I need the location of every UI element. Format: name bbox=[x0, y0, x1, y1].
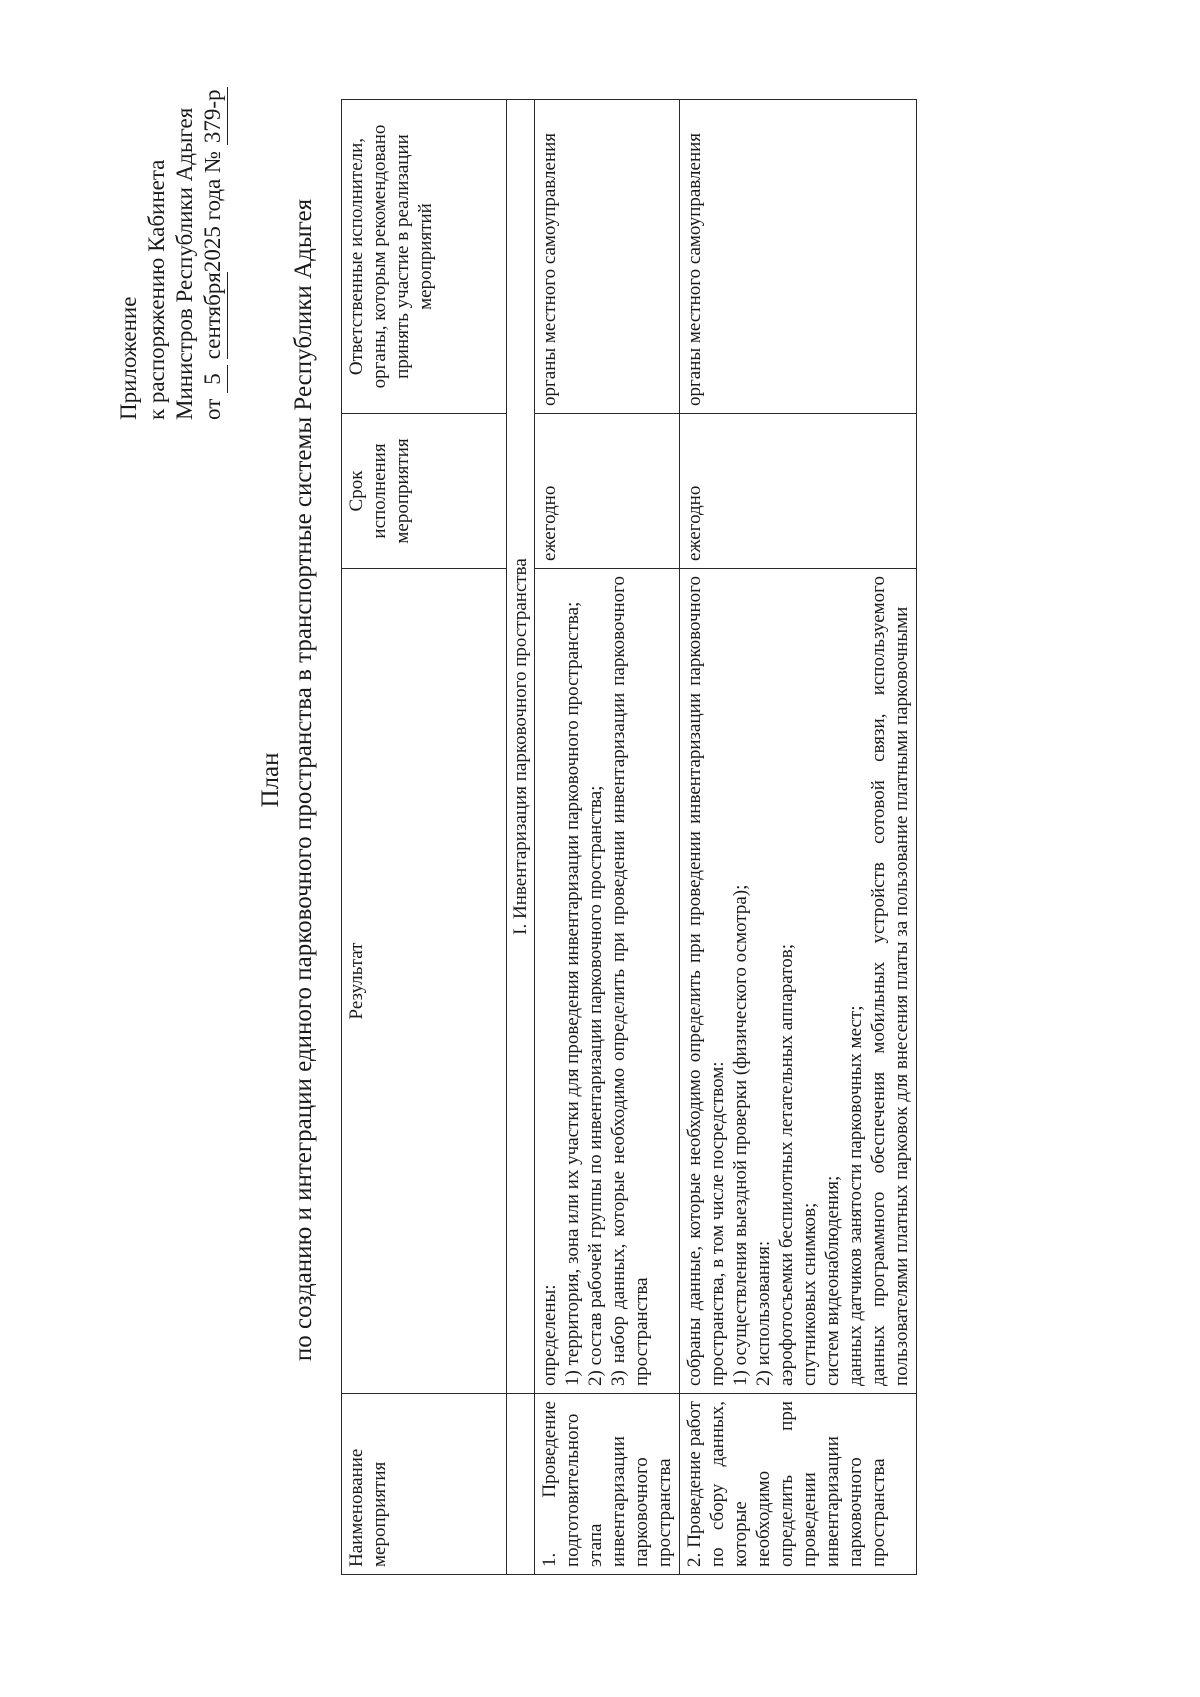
row-2-result-line: собраны данные, которые необходимо определить при проведении инвентаризации парковочного пространства, в том числе посредством: bbox=[684, 576, 728, 1386]
row-2-result bbox=[680, 569, 917, 1394]
section-empty-cell bbox=[507, 1394, 535, 1575]
section-title: I. Инвентаризация парковочного пространства bbox=[507, 100, 535, 1394]
header-responsible: Ответственные исполнители, органы, которым рекомендовано принять участие в реализации мероприятий bbox=[342, 100, 507, 414]
plan-subtitle: по созданию и интеграции единого парковочного пространства в транспортные системы Республики Адыгея bbox=[290, 198, 317, 1362]
row-1-term: ежегодно bbox=[535, 414, 680, 569]
row-2-term: ежегодно bbox=[680, 414, 917, 569]
row-1-result-line: определены: bbox=[539, 1284, 560, 1386]
approval-number: 379-р bbox=[199, 87, 228, 145]
row-1-result-line: 3) набор данных, которые необходимо определить при проведении инвентаризации парковочного пространства bbox=[608, 576, 652, 1386]
approval-day: 5 bbox=[199, 365, 228, 393]
row-1-result bbox=[535, 569, 680, 1394]
approval-from-label: от bbox=[200, 398, 225, 420]
header-term: Срок исполнения мероприятия bbox=[342, 414, 507, 569]
row-2-result-line: спутниковых снимков; bbox=[799, 1202, 820, 1386]
row-1-responsible: органы местного самоуправления bbox=[535, 100, 680, 414]
row-2-result-line: систем видеонаблюдения; bbox=[822, 1175, 843, 1386]
row-2-result-line: 1) осуществления выездной проверки (физического осмотра); bbox=[730, 884, 751, 1386]
approval-line-3: Министров Республики Адыгея bbox=[172, 107, 197, 420]
table-row bbox=[535, 100, 680, 1575]
table-header-row bbox=[342, 100, 507, 1575]
rotated-document-page bbox=[115, 0, 1115, 1585]
row-2-responsible: органы местного самоуправления bbox=[680, 100, 917, 414]
row-1-result-line: 2) состав рабочей группы по инвентаризации парковочного пространства; bbox=[585, 785, 606, 1386]
approval-line-1: Приложение bbox=[116, 296, 141, 420]
approval-date-line bbox=[199, 0, 228, 420]
plan-table bbox=[341, 99, 917, 1575]
row-2-result-line: аэрофотосъемки беспилотных летательных аппаратов; bbox=[776, 943, 797, 1386]
row-2-result-line: 2) использования: bbox=[753, 1240, 774, 1386]
approval-year-text: 2025 года № bbox=[200, 151, 225, 273]
section-row bbox=[507, 100, 535, 1575]
row-2-result-line: данных датчиков занятости парковочных мест; bbox=[845, 1005, 866, 1386]
approval-block bbox=[115, 0, 228, 420]
row-2-result-line: данных программного обеспечения мобильных устройств сотовой связи, используемого пользователями платных парковок для внесения платы за пользование платными парковочными bbox=[868, 576, 912, 1386]
row-2-name: 2. Проведение работ по сбору данных, которые необходимо определить при проведении инвентаризации парковочного пространства bbox=[680, 1394, 917, 1575]
row-1-result-line: 1) территория, зона или их участки для проведения инвентаризации парковочного пространства; bbox=[562, 601, 583, 1386]
plan-title: План bbox=[257, 752, 284, 808]
approval-line-2: к распоряжению Кабинета bbox=[144, 159, 169, 420]
header-result: Результат bbox=[342, 569, 507, 1394]
table-row bbox=[680, 100, 917, 1575]
header-name: Наименование мероприятия bbox=[342, 1394, 507, 1575]
approval-month: сентября bbox=[199, 272, 228, 359]
row-1-name: 1. Проведение подготовительного этапа инвентаризации парковочного пространства bbox=[535, 1394, 680, 1575]
